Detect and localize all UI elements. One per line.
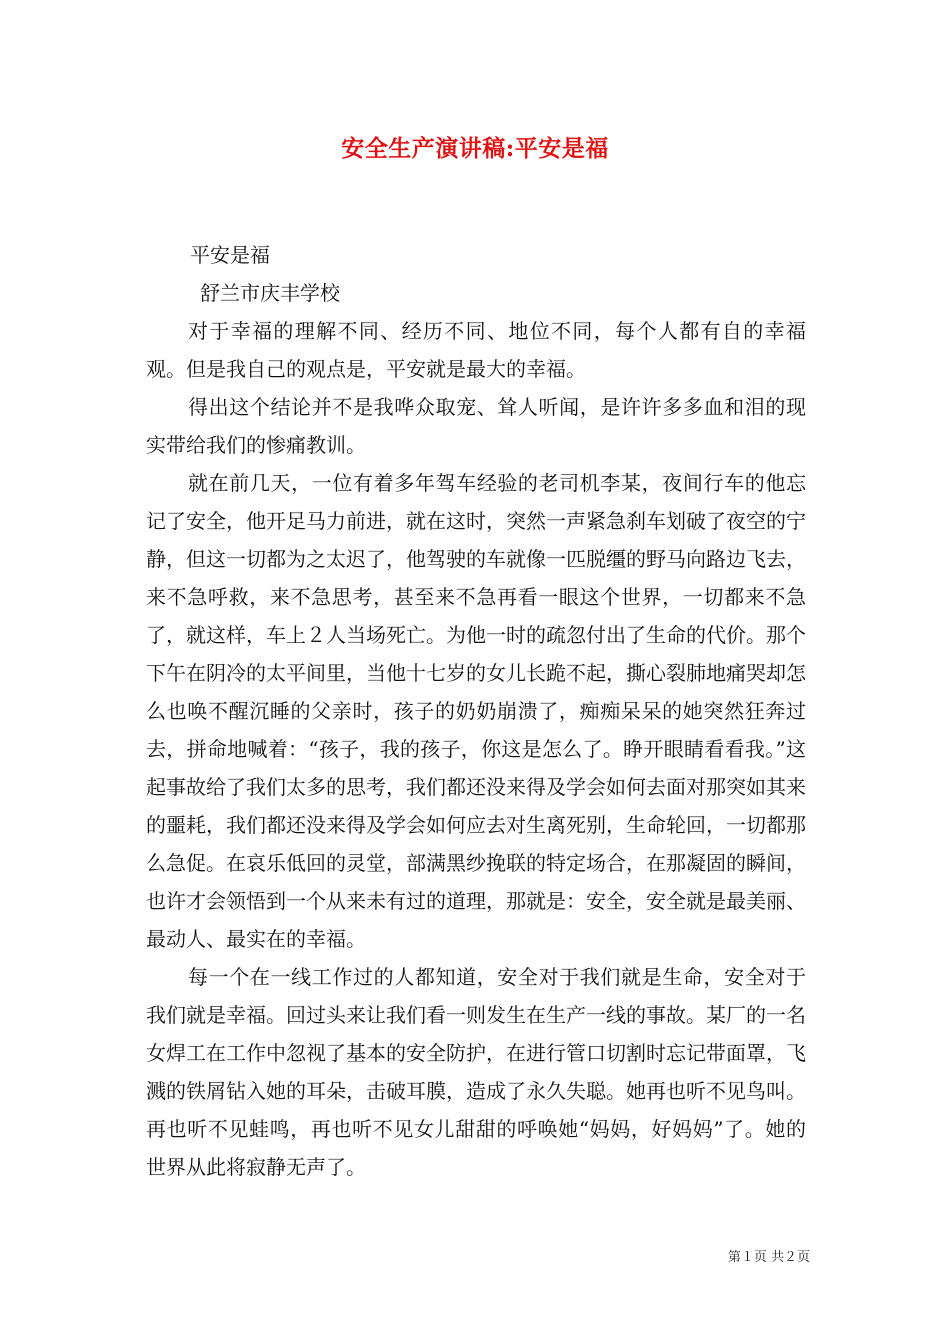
paragraph: 就在前几天，一位有着多年驾车经验的老司机李某，夜间行车的他忘记了安全，他开足马力前进，就在这时，突然一声紧急刹车划破了夜空的宁静，但这一切都为之太迟了，他驾驶的车就像一匹脱缰的野马向路边飞去，来不急呼救，来不急思考，甚至来不急再看一眼这个世界，一切都来不急了，就这样，车上２人当场死亡。为他一时的疏忽付出了生命的代价。那个下午在阴冷的太平间里，当他十七岁的女儿长跪不起，撕心裂肺地痛哭却怎么也唤不醒沉睡的父亲时，孩子的奶奶崩溃了，痴痴呆呆的她突然狂奔过去，拼命地喊着：“孩子，我的孩子，你这是怎么了。睁开眼睛看看我。”这起事故给了我们太多的思考，我们都还没来得及学会如何去面对那突如其来的噩耗，我们都还没来得及学会如何应去对生离死别，生命轮回，一切都那么急促。在哀乐低回的灵堂，部满黑纱挽联的特定场合，在那凝固的瞬间，也许才会领悟到一个从来未有过的道理，那就是：安全，安全就是最美丽、最动人、最实在的幸福。: [146, 471, 806, 951]
speech-heading: 平安是福: [190, 243, 270, 267]
document-body: [146, 236, 806, 1186]
document-title: 安全生产演讲稿:平安是福: [341, 135, 609, 162]
paragraph: 对于幸福的理解不同、经历不同、地位不同，每个人都有自的幸福观。但是我自己的观点是，平安就是最大的幸福。: [146, 319, 806, 381]
paragraph: 得出这个结论并不是我哗众取宠、耸人听闻，是许许多多血和泪的现实带给我们的惨痛教训。: [146, 395, 806, 457]
page-number: 第１页 共２页: [727, 1250, 810, 1265]
school-name: 舒兰市庆丰学校: [200, 281, 340, 305]
paragraph: 每一个在一线工作过的人都知道，安全对于我们就是生命，安全对于我们就是幸福。回过头来让我们看一则发生在生产一线的事故。某厂的一名女焊工在工作中忽视了基本的安全防护，在进行管口切割时忘记带面罩，飞溅的铁屑钻入她的耳朵，击破耳膜，造成了永久失聪。她再也听不见鸟叫。再也听不见蛙鸣，再也听不见女儿甜甜的呼唤她“妈妈，好妈妈”了。她的世界从此将寂静无声了。: [146, 965, 806, 1179]
